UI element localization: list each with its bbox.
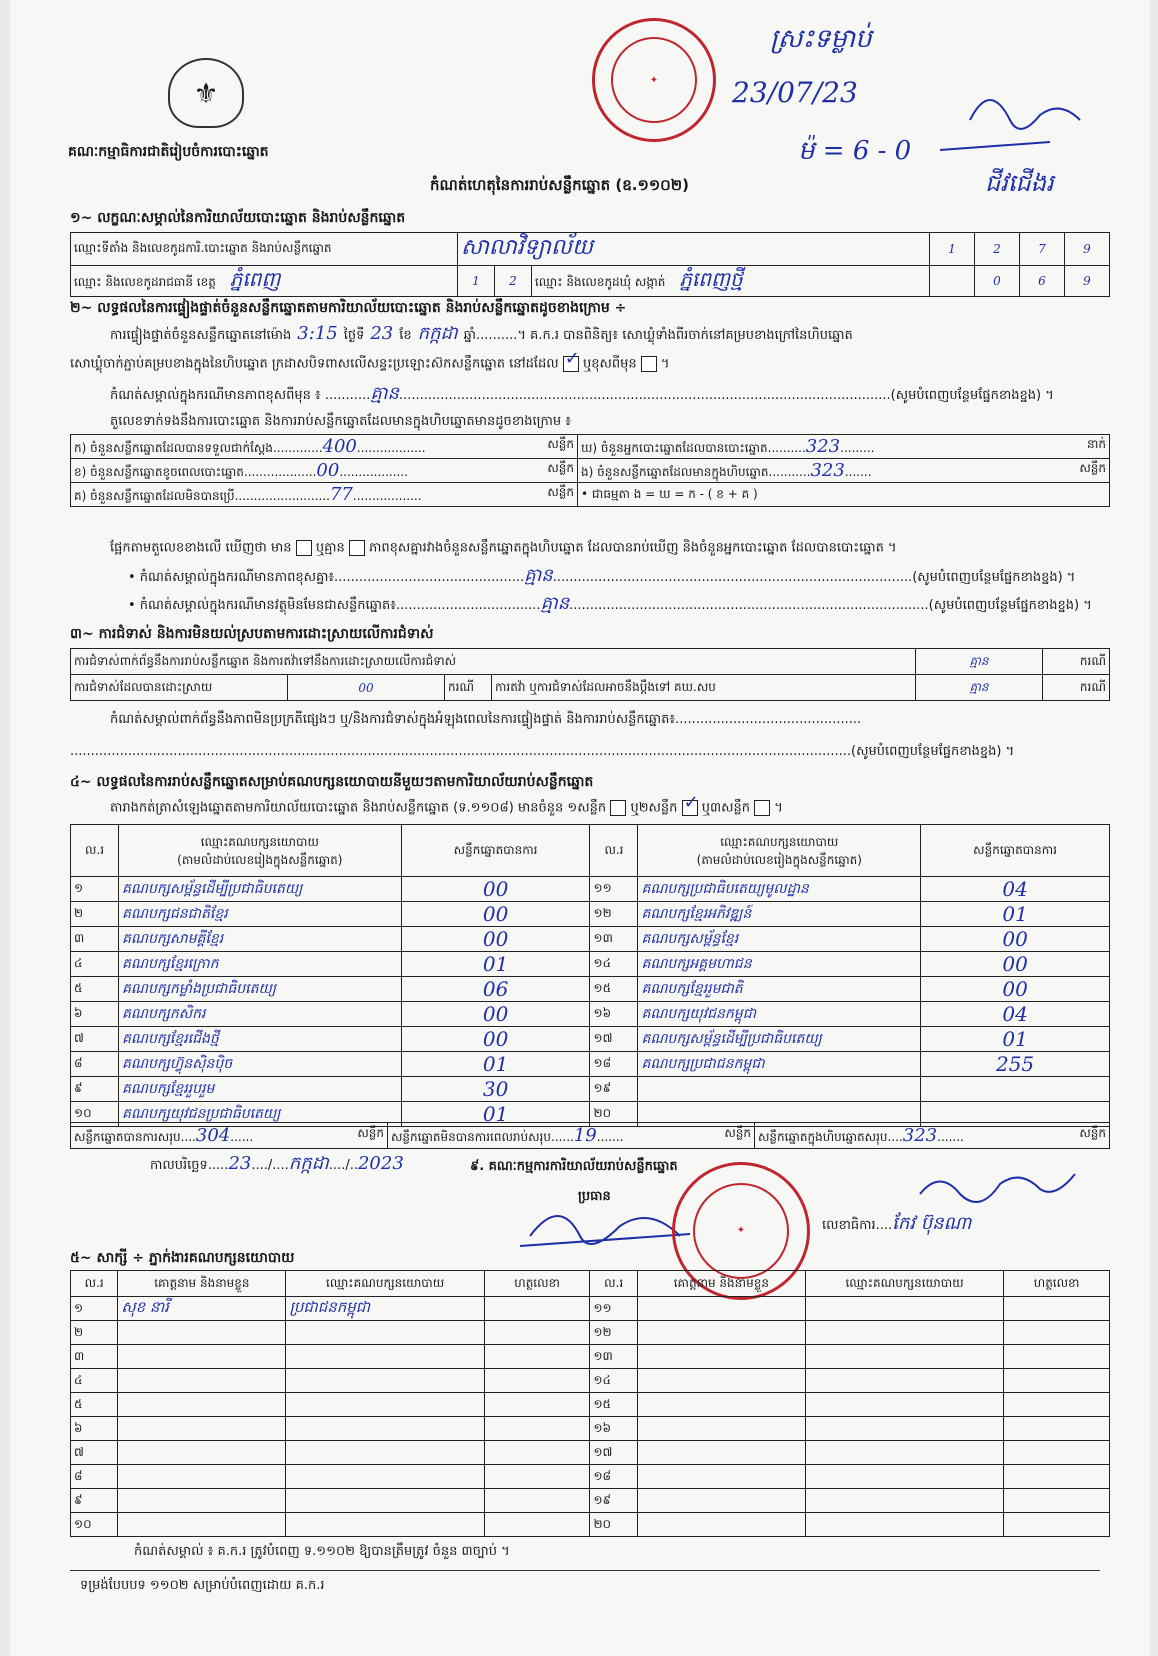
box-ballots-row: ង) ចំនួនសន្លឹកឆ្នោតដែលមានក្នុងហិបឆ្នោត...........323....... សន្លឹក xyxy=(578,459,1110,483)
witness-sign-left xyxy=(484,1393,590,1417)
witness-party-right xyxy=(805,1369,1003,1393)
witness-name-right xyxy=(637,1369,805,1393)
secretary-signature xyxy=(910,1164,1090,1214)
date-month: កក្កដា xyxy=(288,1153,329,1174)
results-col-party-right: ឈ្មោះគណបក្សនយោបាយ (តាមលំដាប់លេខរៀងក្នុងសន្លឹកឆ្នោត) xyxy=(638,825,921,877)
changed-checkbox[interactable] xyxy=(641,356,657,372)
handwritten-location: ស្រះទម្លាប់ xyxy=(770,24,872,54)
attachment-line: តារាងកត់ត្រាសំឡេងឆ្នោតតាមការិយាល័យបោះឆ្នោត និងរាប់សន្លឹកឆ្នោត (ទ.១១០៨) មានចំនួន ១សន្លឹក ឬ២សន្លឹក ✓ ឬ៣សន្លឹក ។ xyxy=(110,800,783,817)
witness-row xyxy=(71,1345,1110,1369)
result-party-right: គណបក្សសម្ព័ន្ធខ្មែរ xyxy=(638,927,921,952)
objection-value: គ្មាន xyxy=(916,649,1043,675)
commune-value: ភ្នំពេញថ្មី xyxy=(679,267,743,291)
document-page xyxy=(10,0,1150,1656)
result-votes-right: 00 xyxy=(921,927,1110,952)
compare-line: ផ្អែកតាមតួលេខខាងលើ ឃើញថា មាន ឬគ្មាន ភាពខុសគ្នារវាងចំនួនសន្លឹកឆ្នោតក្នុងហិបឆ្នោត ដែលបានរាប់ឃើញ និងចំនួនអ្នកបោះឆ្នោត ដែលបានបោះឆ្នោត ។ xyxy=(110,540,897,556)
received-ballots-row: ក) ចំនួនសន្លឹកឆ្នោតដែលបានទទួលជាក់ស្តែង.............400.................. សន្លឹក xyxy=(71,435,578,459)
result-party-right xyxy=(638,1077,921,1102)
result-row xyxy=(71,1002,1110,1027)
witness-table xyxy=(70,1270,1110,1537)
commune-code-blank xyxy=(930,266,975,297)
formula-row: • ជាធម្មតា ង = ឃ = ក - ( ខ + គ ) xyxy=(578,483,1110,507)
secretary-name: កែវ ប៊ុនណា xyxy=(892,1213,972,1234)
witness-party-left xyxy=(286,1345,484,1369)
witness-sign-right xyxy=(1004,1417,1110,1441)
official-stamp-top: ✦ xyxy=(592,18,716,142)
witness-name-right xyxy=(637,1417,805,1441)
witness-party-left xyxy=(286,1321,484,1345)
result-row xyxy=(71,877,1110,902)
witness-no-left: ៩ xyxy=(71,1489,118,1513)
box-ballots-value: 323 xyxy=(810,459,845,481)
witness-row xyxy=(71,1393,1110,1417)
section3-title: ៣~ ការជំទាស់ និងការមិនយល់ស្របតាមការដោះស្រាយលើការជំទាស់ xyxy=(70,626,434,642)
witness-party-left xyxy=(286,1465,484,1489)
nec-emblem-icon: ⚜ xyxy=(168,58,244,128)
witness-col-sign-right: ហត្ថលេខា xyxy=(1004,1271,1110,1297)
witness-sign-right xyxy=(1004,1465,1110,1489)
witness-name-left xyxy=(118,1345,286,1369)
result-party-left: គណបក្សហ៊្វុនស៊ិនប៉ិច xyxy=(118,1052,401,1077)
witness-no-left: ៣ xyxy=(71,1345,118,1369)
location-value: សាលាវិទ្យាល័យ xyxy=(461,235,593,260)
result-votes-left: 30 xyxy=(401,1077,590,1102)
result-row xyxy=(71,952,1110,977)
section1-title: ១~ លក្ខណៈសម្គាល់នៃការិយាល័យបោះឆ្នោត និងរាប់សន្លឹកឆ្នោត xyxy=(70,210,406,226)
result-party-right: គណបក្សអគ្គមហាជន xyxy=(638,952,921,977)
province-value: ភ្នំពេញ xyxy=(229,267,281,291)
total-invalid-value: 19 xyxy=(573,1124,597,1146)
witness-name-right xyxy=(637,1441,805,1465)
result-votes-left: 00 xyxy=(401,902,590,927)
witness-name-right xyxy=(637,1465,805,1489)
witness-col-sign-left: ហត្ថលេខា xyxy=(484,1271,590,1297)
result-row xyxy=(71,927,1110,952)
witness-name-right xyxy=(637,1489,805,1513)
witness-no-left: ៦ xyxy=(71,1417,118,1441)
witness-name-left xyxy=(118,1369,286,1393)
handwritten-signature-name: ជីវជើងរ xyxy=(985,169,1054,197)
location-code-1: 1 xyxy=(930,233,975,266)
result-no-left: ៤ xyxy=(71,952,119,977)
secretary-line: លេខាធិការ....កែវ ប៊ុនណា xyxy=(822,1213,972,1234)
appeal-value: គ្មាន xyxy=(916,675,1043,701)
result-party-left: គណបក្សសាមគ្គីខ្មែរ xyxy=(118,927,401,952)
witness-sign-right xyxy=(1004,1297,1110,1321)
witness-name-left xyxy=(118,1393,286,1417)
result-votes-right: 04 xyxy=(921,1002,1110,1027)
witness-no-right: ១៩ xyxy=(590,1489,637,1513)
witness-no-left: ១ xyxy=(71,1297,118,1321)
witness-party-left xyxy=(286,1393,484,1417)
witness-name-right xyxy=(637,1513,805,1537)
result-party-left: គណបក្សខ្មែរក្រោក xyxy=(118,952,401,977)
commune-code-3: 9 xyxy=(1065,266,1110,297)
result-party-left: គណបក្សសម្ព័ន្ធដើម្បីប្រជាធិបតេយ្យ xyxy=(118,877,401,902)
witness-party-right xyxy=(805,1513,1003,1537)
result-no-right: ១៦ xyxy=(590,1002,638,1027)
result-votes-left: 00 xyxy=(401,927,590,952)
province-label: ឈ្មោះ និងលេខកូដរាជធានី ខេត្ត ភ្នំពេញ xyxy=(71,266,458,297)
witness-sign-right xyxy=(1004,1369,1110,1393)
committee-label: ៩. គណៈកម្មការការិយាល័យរាប់សន្លឹកឆ្នោត xyxy=(470,1159,678,1174)
official-stamp-bottom: ✦ xyxy=(672,1162,810,1300)
voters-row: ឃ) ចំនួនអ្នកបោះឆ្នោតដែលបានបោះឆ្នោត..........323......... នាក់ xyxy=(578,435,1110,459)
result-votes-left: 01 xyxy=(401,1102,590,1127)
result-no-right: ១៧ xyxy=(590,1027,638,1052)
witness-name-right xyxy=(637,1345,805,1369)
witness-party-left xyxy=(286,1441,484,1465)
result-votes-left: 01 xyxy=(401,1052,590,1077)
witness-sign-left xyxy=(484,1465,590,1489)
witness-sign-left xyxy=(484,1489,590,1513)
witness-no-right: ១៨ xyxy=(590,1465,637,1489)
committee-name: គណៈកម្មាធិការជាតិរៀបចំការបោះឆ្នោត xyxy=(68,144,269,160)
result-votes-right: 00 xyxy=(921,952,1110,977)
result-no-left: ២ xyxy=(71,902,119,927)
witness-no-right: ១៣ xyxy=(590,1345,637,1369)
form-title: កំណត់ហេតុនៃការរាប់សន្លឹកឆ្នោត (ឧ.១១០២) xyxy=(430,176,690,194)
appeal-label: ការតវ៉ា ឬការជំទាស់ដែលអាចនឹងប្តឹងទៅ គឃ.សប xyxy=(492,675,916,701)
location-code-2: 2 xyxy=(975,233,1020,266)
witness-sign-left xyxy=(484,1513,590,1537)
section4-title: ៤~ លទ្ធផលនៃការរាប់សន្លឹកឆ្នោតសម្រាប់គណបក្សនយោបាយនីមួយៗតាមការិយាល័យរាប់សន្លឹកឆ្នោត xyxy=(70,774,594,790)
figures-intro: តួលេខទាក់ទងនឹងការបោះឆ្នោត និងការរាប់សន្លឹកឆ្នោតដែលមានក្នុងហិបឆ្នោតមានដូចខាងក្រោម ៖ xyxy=(110,414,571,429)
witness-no-left: ៨ xyxy=(71,1465,118,1489)
result-party-left: គណបក្សកម្លាំងប្រជាធិបតេយ្យ xyxy=(118,977,401,1002)
result-no-right: ១១ xyxy=(590,877,638,902)
witness-sign-left xyxy=(484,1321,590,1345)
result-party-right: គណបក្សប្រជាធិបតេយ្យមូលដ្ឋាន xyxy=(638,877,921,902)
irregularity-note: កំណត់សម្គាល់ពាក់ព័ន្ធនឹងភាពមិនប្រក្រតីផ្សេងៗ ឬ/និងការជំទាស់ក្នុងអំឡុងពេលនៃការផ្ទៀងផ្ទាត់ និងការរាប់សន្លឹកឆ្នោត៖............................................. xyxy=(110,712,862,727)
result-row xyxy=(71,902,1110,927)
result-votes-right xyxy=(921,1077,1110,1102)
appeal-unit: ករណី xyxy=(1043,675,1110,701)
change-note-value: គ្មាន xyxy=(370,383,399,404)
witness-party-right xyxy=(805,1321,1003,1345)
witness-party-right xyxy=(805,1441,1003,1465)
province-code-2: 2 xyxy=(495,266,532,297)
results-col-no-left: ល.រ xyxy=(71,825,119,877)
irregularity-note-line: .............................................................................................................................................................................................(សូមបំពេញបន្ថែមផ្នែកខាងខ្នង) ។ xyxy=(70,744,1015,759)
result-no-left: ១ xyxy=(71,877,119,902)
three-sheet-checkbox[interactable] xyxy=(754,800,770,816)
results-col-party-left: ឈ្មោះគណបក្សនយោបាយ (តាមលំដាប់លេខរៀងក្នុងសន្លឹកឆ្នោត) xyxy=(118,825,401,877)
received-ballots-value: 400 xyxy=(322,435,357,457)
witness-name-left xyxy=(118,1441,286,1465)
signature-top-right xyxy=(930,60,1130,180)
one-sheet-checkbox[interactable] xyxy=(610,800,626,816)
date-year: 2023 xyxy=(357,1153,404,1174)
result-no-right: ១៤ xyxy=(590,952,638,977)
unused-ballots-value: 77 xyxy=(329,483,353,505)
difference-note-value: គ្មាន xyxy=(524,565,553,586)
witness-name-right xyxy=(637,1393,805,1417)
location-code-3: 7 xyxy=(1020,233,1065,266)
has-difference-checkbox[interactable] xyxy=(296,540,312,556)
foreign-object-note-value: គ្មាន xyxy=(540,593,570,614)
results-col-no-right: ល.រ xyxy=(590,825,638,877)
witness-no-right: ១៥ xyxy=(590,1393,637,1417)
witness-row xyxy=(71,1297,1110,1321)
total-box-value: 323 xyxy=(902,1124,938,1146)
result-votes-left: 00 xyxy=(401,1002,590,1027)
witness-sign-left xyxy=(484,1345,590,1369)
witness-no-right: ១១ xyxy=(590,1297,637,1321)
resolved-unit: ករណី xyxy=(445,675,492,701)
result-no-right: ១៣ xyxy=(590,927,638,952)
witness-party-right xyxy=(805,1345,1003,1369)
witness-row xyxy=(71,1441,1110,1465)
result-no-left: ៧ xyxy=(71,1027,119,1052)
resolved-label: ការជំទាស់ដែលបានដោះស្រាយ xyxy=(71,675,288,701)
result-votes-left: 06 xyxy=(401,977,590,1002)
result-no-right: ១៥ xyxy=(590,977,638,1002)
result-no-right: ១៨ xyxy=(590,1052,638,1077)
results-col-votes-right: សន្លឹកឆ្នោតបានការ xyxy=(921,825,1110,877)
result-no-left: ៩ xyxy=(71,1077,119,1102)
commune-label: ឈ្មោះ និងលេខកូដឃុំ សង្កាត់ ភ្នំពេញថ្មី xyxy=(532,266,930,297)
witness-row xyxy=(71,1417,1110,1441)
witness-party-left xyxy=(286,1369,484,1393)
witness-col-name-right: គោត្តនាម និងនាមខ្លួន xyxy=(637,1271,805,1297)
chair-label: ប្រធាន xyxy=(578,1189,611,1204)
witness-sign-left xyxy=(484,1441,590,1465)
result-row xyxy=(71,1027,1110,1052)
witness-row xyxy=(71,1321,1110,1345)
no-difference-checkbox[interactable] xyxy=(349,540,365,556)
date-day: 23 xyxy=(228,1153,252,1174)
witness-row xyxy=(71,1369,1110,1393)
results-table xyxy=(70,824,1110,1127)
result-row xyxy=(71,1052,1110,1077)
witness-party-right xyxy=(805,1417,1003,1441)
result-party-right: គណបក្សសម្ព័ន្ធដើម្បីប្រជាធិបតេយ្យ xyxy=(638,1027,921,1052)
witness-name-left xyxy=(118,1465,286,1489)
form-reference: ទម្រង់បែបបទ ១១០២ សម្រាប់បំពេញដោយ គ.ក.រ xyxy=(80,1578,325,1593)
witness-name-left xyxy=(118,1417,286,1441)
witness-row xyxy=(71,1489,1110,1513)
handwritten-date: 23/07/23 xyxy=(732,76,858,109)
result-no-right: ១២ xyxy=(590,902,638,927)
witness-party-left xyxy=(286,1489,484,1513)
total-valid-row: សន្លឹកឆ្នោតបានការសរុប....304...... សន្លឹក xyxy=(71,1123,388,1149)
witness-party-left: ប្រជាជនកម្ពុជា xyxy=(286,1297,484,1321)
unchanged-checkbox[interactable] xyxy=(563,356,579,372)
verification-time: 3:15 xyxy=(297,323,338,344)
result-votes-left: 01 xyxy=(401,952,590,977)
witness-name-left: សុខ នារី xyxy=(118,1297,286,1321)
objection-table xyxy=(70,648,1110,701)
result-party-right: គណបក្សខ្មែរអភិវឌ្ឍន៍ xyxy=(638,902,921,927)
witness-sign-left xyxy=(484,1297,590,1321)
section2-title: ២~ លទ្ធផលនៃការផ្ទៀងផ្ទាត់ចំនួនសន្លឹកឆ្នោតតាមការិយាល័យបោះឆ្នោត និងរាប់សន្លឹកឆ្នោតដូចខាងក្រោម ÷ xyxy=(70,300,627,316)
difference-note-row: • កំណត់សម្គាល់ក្នុងករណីមានភាពខុសគ្នា៖..............................................គ្មាន.......................................................................................(សូមបំពេញបន្ថែមផ្នែកខាងខ្នង) ។ xyxy=(128,565,1076,586)
result-party-right: គណបក្សប្រជាជនកម្ពុជា xyxy=(638,1052,921,1077)
total-valid-value: 304 xyxy=(195,1124,231,1146)
witness-name-left xyxy=(118,1513,286,1537)
result-row xyxy=(71,1077,1110,1102)
verification-line-2: សោឃ្លុំចាក់ភ្ជាប់គម្របខាងក្នុងនៃហិបឆ្នោត ក្រដាសបិទពាសលើសន្ទះប្រឡោះស៊កសន្លឹកឆ្នោត នៅដដែល ✓ ឬខុសពីមុន ។ xyxy=(70,356,669,373)
witness-name-left xyxy=(118,1321,286,1345)
witness-no-left: ២ xyxy=(71,1321,118,1345)
witness-no-right: ២០ xyxy=(590,1513,637,1537)
witness-sign-right xyxy=(1004,1345,1110,1369)
witness-party-right xyxy=(805,1489,1003,1513)
result-no-left: ១០ xyxy=(71,1102,119,1127)
result-no-right: ១៩ xyxy=(590,1077,638,1102)
results-col-votes-left: សន្លឹកឆ្នោតបានការ xyxy=(401,825,590,877)
witness-col-name-left: គោត្តនាម និងនាមខ្លួន xyxy=(118,1271,286,1297)
witness-no-left: ១០ xyxy=(71,1513,118,1537)
result-party-left: គណបក្សខ្មែររួបរួម xyxy=(118,1077,401,1102)
witness-no-left: ៤ xyxy=(71,1369,118,1393)
result-no-left: ៣ xyxy=(71,927,119,952)
witness-col-party-right: ឈ្មោះគណបក្សនយោបាយ xyxy=(805,1271,1003,1297)
objection-label: ការជំទាស់ពាក់ព័ន្ធនឹងការរាប់សន្លឹកឆ្នោត និងការតវ៉ាទៅនឹងការដោះស្រាយលើការជំទាស់ xyxy=(71,649,916,675)
commune-code-2: 6 xyxy=(1020,266,1065,297)
witness-party-right xyxy=(805,1393,1003,1417)
witness-row xyxy=(71,1513,1110,1537)
result-party-left: គណបក្សយុវជនប្រជាធិបតេយ្យ xyxy=(118,1102,401,1127)
witness-sign-right xyxy=(1004,1513,1110,1537)
resolved-value: 00 xyxy=(288,675,445,701)
result-votes-left: 00 xyxy=(401,1027,590,1052)
result-party-right: គណបក្សយុវជនកម្ពុជា xyxy=(638,1002,921,1027)
result-party-right: គណបក្សខ្មែររួមជាតិ xyxy=(638,977,921,1002)
witness-col-no-left: ល.រ xyxy=(71,1271,118,1297)
voters-value: 323 xyxy=(805,435,841,457)
location-code-4: 9 xyxy=(1065,233,1110,266)
totals-table xyxy=(70,1122,1110,1149)
date-line: កាលបរិច្ឆេទ.....23..../....កក្កដា..../..2023 xyxy=(150,1153,404,1174)
result-votes-right: 255 xyxy=(921,1052,1110,1077)
witness-sign-left xyxy=(484,1369,590,1393)
two-sheet-checkbox[interactable] xyxy=(682,800,698,816)
footer-divider xyxy=(70,1570,1100,1571)
handwritten-count: ម៉ = 6 - 0 xyxy=(798,136,912,166)
witness-sign-right xyxy=(1004,1321,1110,1345)
change-note-row: កំណត់សម្គាល់ក្នុងករណីមានភាពខុសពីមុន ៖ ...........គ្មាន.......................................................................................................................(សូមបំពេញបន្ថែមផ្នែកខាងខ្នង) ។ xyxy=(110,383,1054,404)
witness-col-party-left: ឈ្មោះគណបក្សនយោបាយ xyxy=(286,1271,484,1297)
figures-table xyxy=(70,434,1110,507)
result-votes-right: 04 xyxy=(921,877,1110,902)
witness-no-right: ១៤ xyxy=(590,1369,637,1393)
footer-note: កំណត់សម្គាល់ ៖ គ.ក.រ ត្រូវបំពេញ ទ.១១០២ ឱ្យបានត្រឹមត្រូវ ចំនួន ៣ច្បាប់ ។ xyxy=(134,1544,510,1559)
result-no-left: ៥ xyxy=(71,977,119,1002)
verification-line-1: ការផ្ទៀងផ្ទាត់ចំនួនសន្លឹកឆ្នោតនៅម៉ោង 3:15 ថ្ងៃទី 23 ខែ កក្កដា ឆ្នាំ..........។ គ.ក.រ បានពិនិត្យ៖ សោឃ្លុំទាំងពីរចាក់នៅគម្របខាងក្រៅនៃហិបឆ្នោត xyxy=(110,323,853,344)
witness-col-no-right: ល.រ xyxy=(590,1271,637,1297)
verification-month: កក្កដា xyxy=(417,323,458,344)
foreign-object-note-row: • កំណត់សម្គាល់ក្នុងករណីមានវត្ថុមិនមែនជាសន្លឹកឆ្នោត៖...................................គ្មាន.......................................................................................(សូមបំពេញបន្ថែមផ្នែកខាងខ្នង) ។ xyxy=(128,593,1092,614)
witness-name-right xyxy=(637,1321,805,1345)
witness-no-left: ៧ xyxy=(71,1441,118,1465)
witness-name-left xyxy=(118,1489,286,1513)
result-no-left: ៦ xyxy=(71,1002,119,1027)
spoiled-ballots-value: 00 xyxy=(316,459,340,481)
province-code-1: 1 xyxy=(458,266,495,297)
location-label: ឈ្មោះទីតាំង និងលេខកូដការិ.បោះឆ្នោត និងរាប់សន្លឹកឆ្នោត xyxy=(71,233,458,266)
result-row xyxy=(71,977,1110,1002)
objection-unit: ករណី xyxy=(1043,649,1110,675)
commune-code-1: 0 xyxy=(975,266,1020,297)
witness-party-left xyxy=(286,1417,484,1441)
unused-ballots-row: គ) ចំនួនសន្លឹកឆ្នោតដែលមិនបានប្រើ.........................77.................. សន្លឹក xyxy=(71,483,578,507)
verification-day: 23 xyxy=(370,323,394,344)
spoiled-ballots-row: ខ) ចំនួនសន្លឹកឆ្នោតខូចពេលបោះឆ្នោត...................00.................. សន្លឹក xyxy=(71,459,578,483)
result-votes-right: 00 xyxy=(921,977,1110,1002)
result-votes-left: 00 xyxy=(401,877,590,902)
witness-no-right: ១២ xyxy=(590,1321,637,1345)
witness-sign-right xyxy=(1004,1393,1110,1417)
witness-no-left: ៥ xyxy=(71,1393,118,1417)
result-party-left: គណបក្សជនជាតិខ្មែរ xyxy=(118,902,401,927)
section5-title: ៥~ សាក្សី ÷ ភ្នាក់ងារគណបក្សនយោបាយ xyxy=(70,1250,295,1266)
witness-party-right xyxy=(805,1297,1003,1321)
witness-row xyxy=(71,1465,1110,1489)
witness-sign-left xyxy=(484,1417,590,1441)
witness-party-left xyxy=(286,1513,484,1537)
result-party-left: គណបក្សខ្មែរជើងថ្មី xyxy=(118,1027,401,1052)
witness-no-right: ១៦ xyxy=(590,1417,637,1441)
witness-name-right xyxy=(637,1297,805,1321)
section1-table xyxy=(70,232,1110,297)
witness-no-right: ១៧ xyxy=(590,1441,637,1465)
witness-party-right xyxy=(805,1465,1003,1489)
result-no-right: ២០ xyxy=(590,1102,638,1127)
result-no-left: ៨ xyxy=(71,1052,119,1077)
result-votes-right: 01 xyxy=(921,1027,1110,1052)
witness-sign-right xyxy=(1004,1441,1110,1465)
total-box-row: សន្លឹកឆ្នោតក្នុងហិបឆ្នោតសរុប....323....... សន្លឹក xyxy=(755,1123,1110,1149)
result-party-left: គណបក្សកសិករ xyxy=(118,1002,401,1027)
total-invalid-row: សន្លឹកឆ្នោតមិនបានការពេលរាប់សរុប......19....... សន្លឹក xyxy=(388,1123,755,1149)
witness-sign-right xyxy=(1004,1489,1110,1513)
result-votes-right: 01 xyxy=(921,902,1110,927)
